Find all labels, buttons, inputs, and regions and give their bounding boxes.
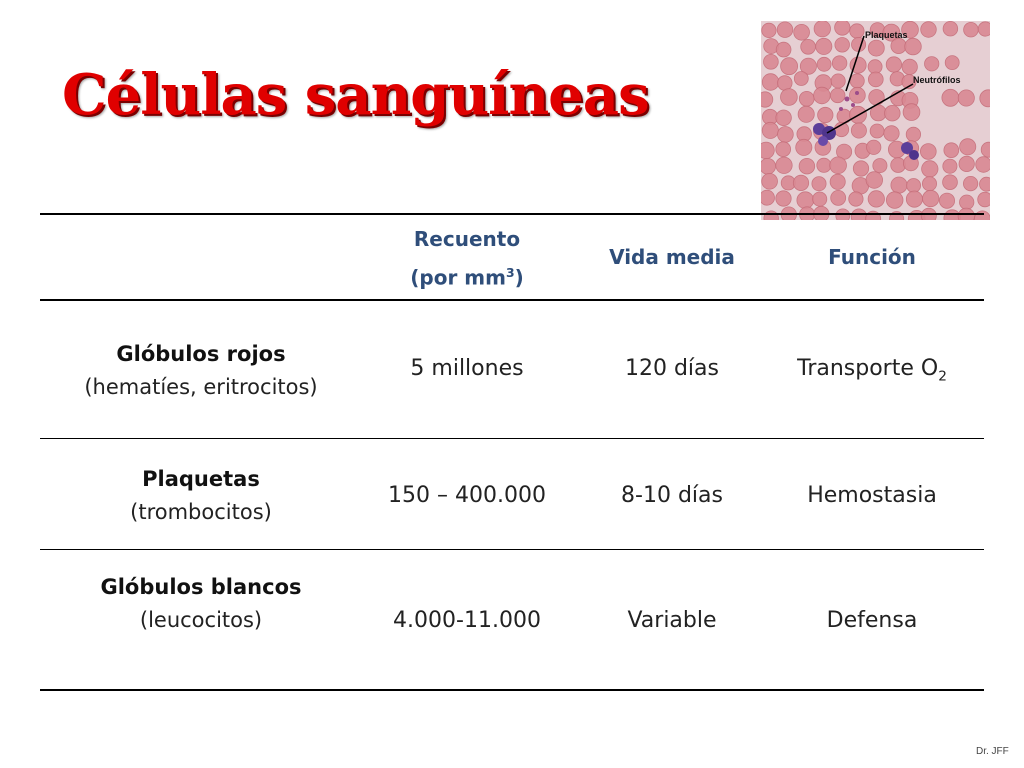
red-blood-cell xyxy=(762,122,778,138)
red-blood-cell xyxy=(976,157,990,173)
row-name: Plaquetas xyxy=(142,467,260,491)
red-blood-cell xyxy=(925,57,939,71)
red-blood-cell xyxy=(776,42,791,57)
count-cell: 150 – 400.000 xyxy=(388,483,546,508)
red-blood-cell xyxy=(849,192,863,206)
red-blood-cell xyxy=(830,157,847,174)
red-blood-cell xyxy=(922,161,938,177)
count-cell: 5 millones xyxy=(410,356,524,381)
red-blood-cell xyxy=(902,59,917,74)
red-blood-cell xyxy=(960,195,974,209)
red-blood-cell xyxy=(906,191,922,207)
red-blood-cell xyxy=(799,158,815,174)
red-blood-cell xyxy=(831,74,845,88)
slide-title: Células sanguíneas xyxy=(62,62,649,128)
lifespan-cell: 120 días xyxy=(624,356,719,381)
red-blood-cell xyxy=(761,92,773,107)
platelet xyxy=(839,107,843,111)
red-blood-cell xyxy=(817,158,831,172)
red-blood-cell xyxy=(866,172,883,189)
row-subname: (leucocitos) xyxy=(139,608,263,632)
red-blood-cell xyxy=(801,39,816,54)
table-top-rule xyxy=(40,213,984,215)
red-blood-cell xyxy=(831,190,846,205)
red-blood-cell xyxy=(978,22,990,36)
red-blood-cell xyxy=(777,22,793,38)
red-blood-cell xyxy=(873,159,887,173)
neutrophil-nucleus xyxy=(909,150,919,160)
red-blood-cell xyxy=(793,175,808,190)
red-blood-cell xyxy=(907,179,921,193)
red-blood-cell xyxy=(943,21,958,36)
red-blood-cell xyxy=(891,177,907,193)
red-blood-cell xyxy=(832,56,847,71)
red-blood-cell xyxy=(762,23,776,37)
row-name: Glóbulos rojos xyxy=(116,342,286,366)
red-blood-cell xyxy=(903,104,920,121)
red-blood-cell xyxy=(794,24,810,40)
blood-smear-image xyxy=(761,21,990,220)
table-bottom-rule xyxy=(40,689,984,691)
row-name-platelets xyxy=(40,463,362,529)
red-blood-cell xyxy=(906,127,920,141)
red-blood-cell xyxy=(814,21,830,37)
red-blood-cell xyxy=(943,159,957,173)
header-function: Función xyxy=(828,245,916,269)
red-blood-cell xyxy=(964,22,979,37)
red-blood-cell xyxy=(942,89,959,106)
red-blood-cell xyxy=(814,87,831,104)
red-blood-cell xyxy=(835,38,850,53)
red-blood-cell xyxy=(778,127,794,143)
red-blood-cell xyxy=(960,139,976,155)
row-name: Glóbulos blancos xyxy=(100,575,302,599)
red-blood-cell xyxy=(776,110,792,126)
red-blood-cell xyxy=(781,89,798,106)
red-blood-cell xyxy=(830,174,845,189)
red-blood-cell xyxy=(850,74,864,88)
red-blood-cell xyxy=(885,105,901,121)
red-blood-cell xyxy=(761,190,775,205)
red-blood-cell xyxy=(817,57,831,71)
red-blood-cell xyxy=(923,190,939,206)
header-count-line1: Recuento xyxy=(413,227,521,251)
red-blood-cell xyxy=(778,76,793,91)
function-cell: Transporte $O_2$ xyxy=(797,356,947,385)
row-name-white-cells xyxy=(40,571,362,637)
blood-smear-micrograph xyxy=(761,21,990,220)
red-blood-cell xyxy=(944,143,959,158)
row-subname: (trombocitos) xyxy=(130,500,272,524)
red-blood-cell xyxy=(939,193,954,208)
lifespan-cell: 8-10 días xyxy=(621,483,723,508)
row-divider xyxy=(40,438,984,439)
red-blood-cell xyxy=(980,177,991,191)
red-blood-cell xyxy=(813,192,827,206)
red-blood-cell xyxy=(799,91,814,106)
neutrophils-label: Neutrófilos xyxy=(913,75,961,85)
header-count-line2: (por $mm^3$) xyxy=(410,265,524,290)
platelet xyxy=(851,103,855,107)
red-blood-cell xyxy=(945,56,959,70)
red-blood-cell xyxy=(812,177,826,191)
red-blood-cell xyxy=(816,38,832,54)
red-blood-cell xyxy=(776,191,791,206)
red-blood-cell xyxy=(868,72,883,87)
row-subname: (hematíes, eritrocitos) xyxy=(84,375,318,399)
row-divider xyxy=(40,549,984,550)
red-blood-cell xyxy=(761,142,774,159)
red-blood-cell xyxy=(905,38,922,55)
lifespan-cell: Variable xyxy=(627,608,717,633)
red-blood-cell xyxy=(794,72,808,86)
red-blood-cell xyxy=(943,175,958,190)
red-blood-cell xyxy=(959,156,974,171)
red-blood-cell xyxy=(762,173,778,189)
header-bottom-rule xyxy=(40,299,984,301)
red-blood-cell xyxy=(762,74,779,91)
red-blood-cell xyxy=(835,21,850,35)
red-blood-cell xyxy=(869,90,885,106)
red-blood-cell xyxy=(868,191,884,207)
red-blood-cell xyxy=(797,192,814,209)
red-blood-cell xyxy=(884,126,899,141)
header-lifespan: Vida media xyxy=(609,245,735,269)
red-blood-cell xyxy=(798,106,814,122)
red-blood-cell xyxy=(958,90,974,106)
red-blood-cell xyxy=(830,88,845,103)
platelet xyxy=(855,91,859,95)
red-blood-cell xyxy=(886,57,901,72)
red-blood-cell xyxy=(867,140,881,154)
red-blood-cell xyxy=(796,139,812,155)
red-blood-cell xyxy=(850,87,866,103)
red-blood-cell xyxy=(850,24,864,38)
red-blood-cell xyxy=(851,123,866,138)
count-cell: 4.000-11.000 xyxy=(393,608,541,633)
red-blood-cell xyxy=(886,192,903,209)
red-blood-cell xyxy=(920,144,936,160)
red-blood-cell xyxy=(761,158,776,174)
red-blood-cell xyxy=(870,124,884,138)
function-cell: Hemostasia xyxy=(807,483,937,508)
neutrophil-nucleus xyxy=(818,136,828,146)
red-blood-cell xyxy=(776,157,792,173)
row-name-red-cells xyxy=(40,338,362,404)
red-blood-cell xyxy=(764,54,779,69)
red-blood-cell xyxy=(868,40,884,56)
red-blood-cell xyxy=(818,107,833,122)
red-blood-cell xyxy=(963,176,977,190)
red-blood-cell xyxy=(868,60,882,74)
author-credit: Dr. JFF xyxy=(976,746,1009,757)
red-blood-cell xyxy=(922,177,936,191)
red-blood-cell xyxy=(781,58,798,75)
red-blood-cell xyxy=(891,38,906,53)
platelet xyxy=(845,97,850,102)
red-blood-cell xyxy=(776,142,791,157)
platelets-label: Plaquetas xyxy=(865,30,908,40)
red-blood-cell xyxy=(853,161,868,176)
header-count xyxy=(362,222,572,295)
function-cell: Defensa xyxy=(826,608,918,633)
red-blood-cell xyxy=(978,192,990,207)
red-blood-cell xyxy=(921,22,937,38)
